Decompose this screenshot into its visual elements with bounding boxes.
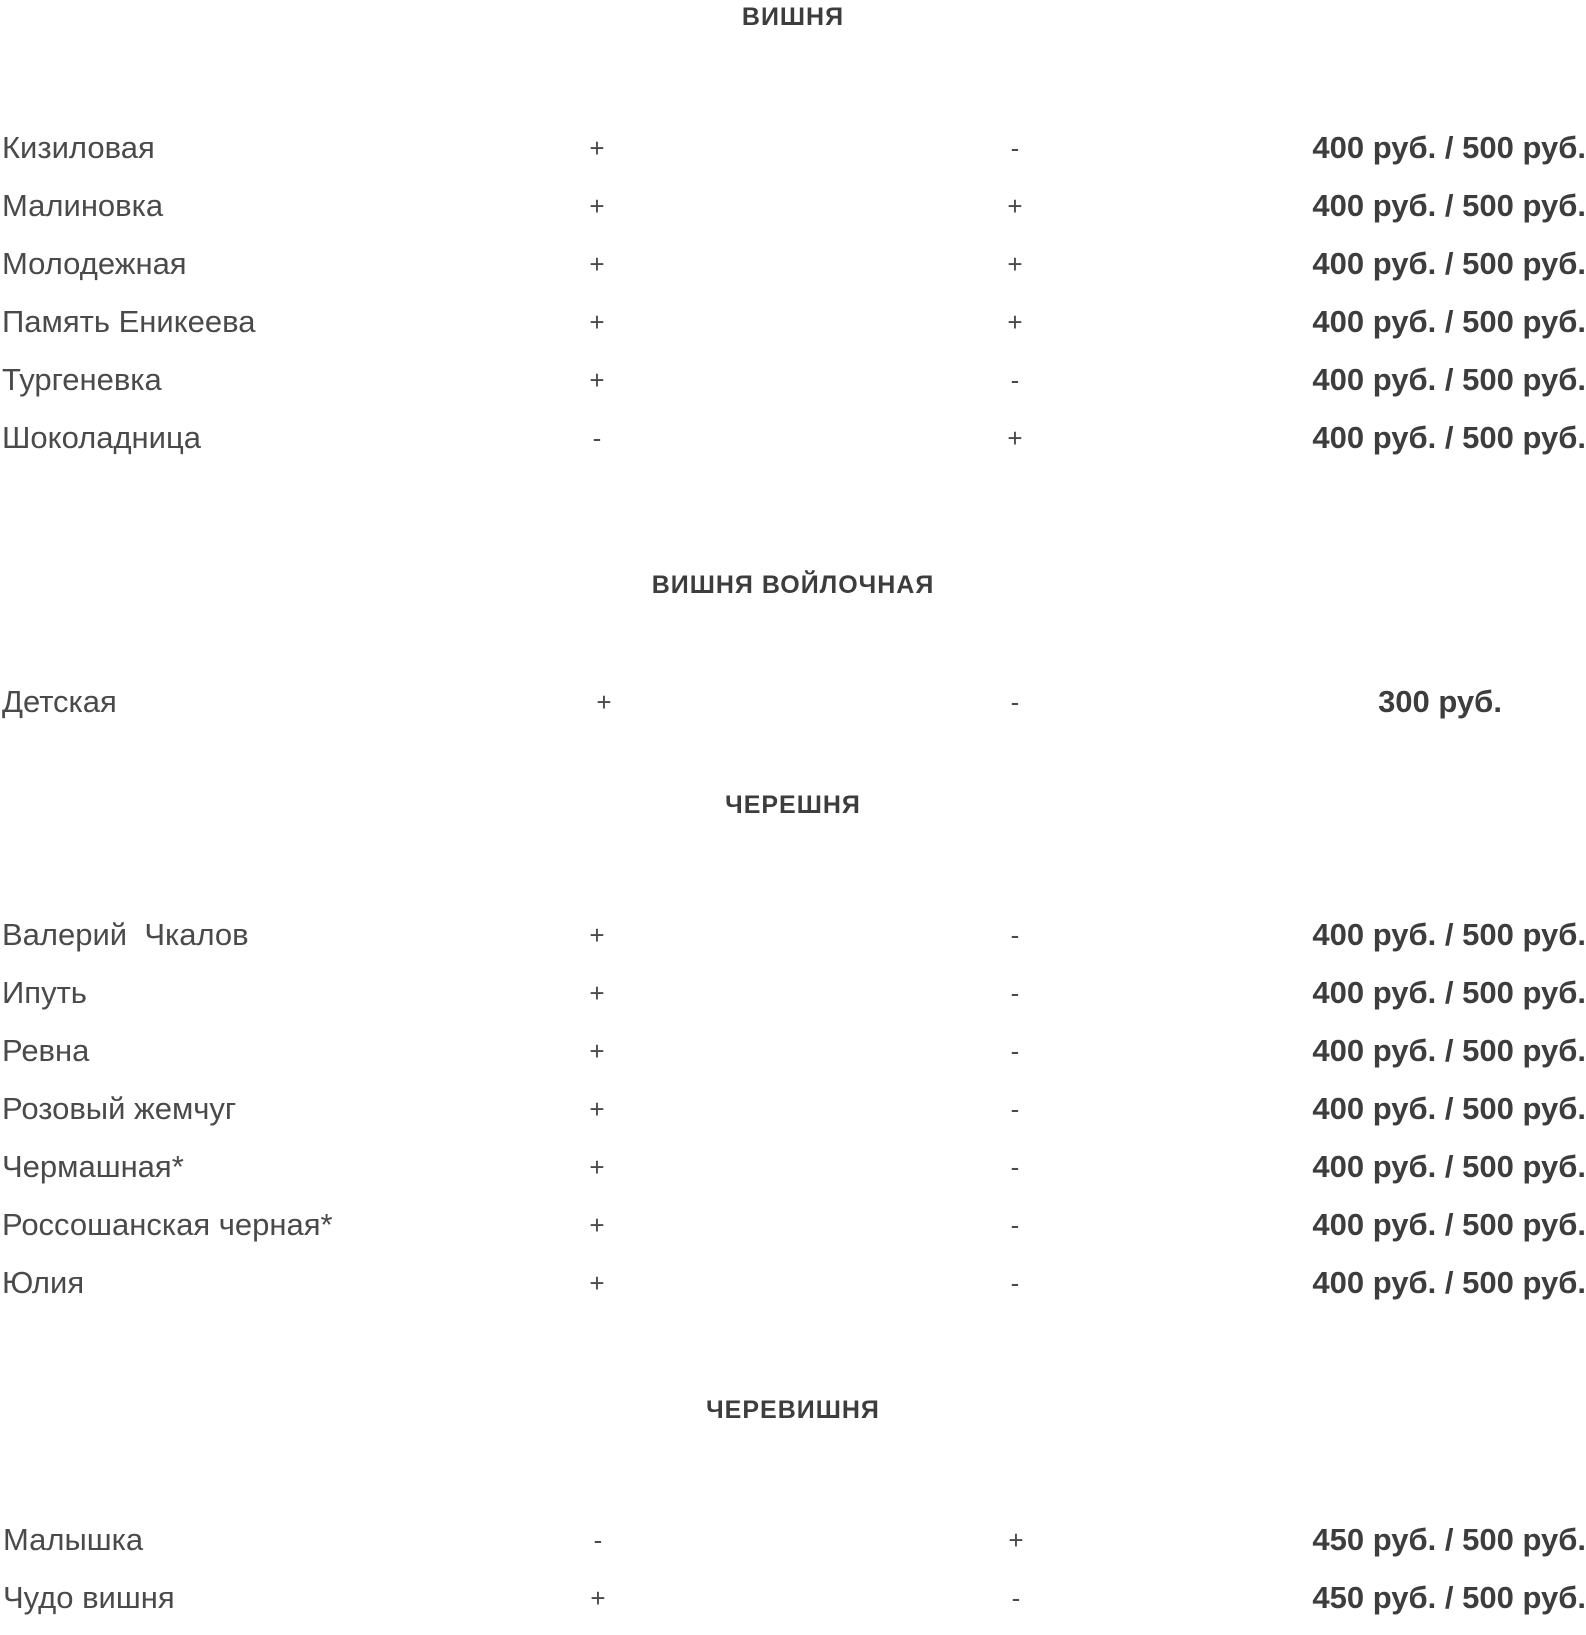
mark-col2: - <box>1011 1583 1021 1613</box>
mark-col1: + <box>589 920 605 950</box>
variety-name: Тургеневка <box>2 362 162 397</box>
mark-col2: + <box>1008 1525 1024 1555</box>
price: 400 руб. / 500 руб. <box>1312 1149 1586 1184</box>
price: 400 руб. / 500 руб. <box>1312 188 1586 223</box>
price: 450 руб. / 500 руб. <box>1312 1580 1586 1615</box>
variety-name: Розовый жемчуг <box>2 1091 237 1126</box>
price: 400 руб. / 500 руб. <box>1312 917 1586 952</box>
mark-col1: + <box>589 1152 605 1182</box>
mark-col1: + <box>589 365 605 395</box>
mark-col2: - <box>1010 133 1020 163</box>
price: 400 руб. / 500 руб. <box>1312 420 1586 455</box>
mark-col2: - <box>1010 1268 1020 1298</box>
table-row <box>0 1089 1586 1129</box>
mark-col2: - <box>1010 365 1020 395</box>
variety-name: Ипуть <box>2 975 87 1010</box>
mark-col1: + <box>589 978 605 1008</box>
mark-col1: + <box>589 133 605 163</box>
table-row <box>0 1205 1586 1245</box>
mark-col1: + <box>589 1036 605 1066</box>
mark-col1: - <box>593 1525 603 1555</box>
variety-name: Чудо вишня <box>3 1580 175 1615</box>
mark-col1: + <box>589 307 605 337</box>
table-row <box>0 418 1586 458</box>
price: 400 руб. / 500 руб. <box>1312 246 1586 281</box>
table-row <box>0 128 1586 168</box>
section-title-chereshnya: ЧЕРЕШНЯ <box>725 791 861 819</box>
table-row <box>0 360 1586 400</box>
mark-col1: + <box>589 1268 605 1298</box>
table-row <box>0 973 1586 1013</box>
mark-col2: - <box>1010 1152 1020 1182</box>
price: 400 руб. / 500 руб. <box>1312 1265 1586 1300</box>
variety-name: Память Еникеева <box>2 304 256 339</box>
variety-name: Молодежная <box>2 246 187 281</box>
mark-col1: - <box>592 423 602 453</box>
price: 400 руб. / 500 руб. <box>1312 304 1586 339</box>
table-row <box>0 682 1586 722</box>
variety-name: Малиновка <box>2 188 164 223</box>
table-row <box>0 1263 1586 1303</box>
price: 400 руб. / 500 руб. <box>1312 362 1586 397</box>
variety-name: Юлия <box>2 1265 85 1300</box>
mark-col1: + <box>589 1094 605 1124</box>
variety-name: Малышка <box>3 1522 144 1557</box>
mark-col2: - <box>1010 978 1020 1008</box>
variety-name: Шоколадница <box>2 420 201 455</box>
price: 400 руб. / 500 руб. <box>1312 975 1586 1010</box>
mark-col2: + <box>1007 423 1023 453</box>
mark-col2: - <box>1010 1036 1020 1066</box>
table-row <box>0 186 1586 226</box>
mark-col2: + <box>1007 191 1023 221</box>
price: 450 руб. / 500 руб. <box>1312 1522 1586 1557</box>
mark-col1: + <box>590 1583 606 1613</box>
section-title-cherevishnya: ЧЕРЕВИШНЯ <box>706 1396 880 1424</box>
variety-name: Чермашная* <box>2 1149 184 1184</box>
mark-col2: - <box>1010 920 1020 950</box>
mark-col1: + <box>596 687 612 717</box>
mark-col1: + <box>589 191 605 221</box>
variety-name: Валерий Чкалов <box>2 917 249 952</box>
variety-name: Ревна <box>2 1033 90 1068</box>
price: 300 руб. <box>1378 684 1502 719</box>
variety-name: Кизиловая <box>2 130 155 165</box>
mark-col2: - <box>1010 687 1020 717</box>
mark-col2: - <box>1010 1094 1020 1124</box>
table-row <box>0 1147 1586 1187</box>
table-row <box>0 915 1586 955</box>
table-row <box>0 1578 1586 1618</box>
mark-col1: + <box>589 1210 605 1240</box>
mark-col2: + <box>1007 249 1023 279</box>
section-title-vishnya-voilochnaya: ВИШНЯ ВОЙЛОЧНАЯ <box>651 571 935 599</box>
variety-name: Детская <box>2 684 117 719</box>
table-row <box>0 1031 1586 1071</box>
price: 400 руб. / 500 руб. <box>1312 130 1586 165</box>
table-row <box>0 302 1586 342</box>
price: 400 руб. / 500 руб. <box>1312 1091 1586 1126</box>
mark-col2: + <box>1007 307 1023 337</box>
table-row <box>0 244 1586 284</box>
variety-name: Россошанская черная* <box>2 1207 333 1242</box>
mark-col2: - <box>1010 1210 1020 1240</box>
section-title-vishnya: ВИШНЯ <box>741 3 845 31</box>
mark-col1: + <box>589 249 605 279</box>
price: 400 руб. / 500 руб. <box>1312 1033 1586 1068</box>
price: 400 руб. / 500 руб. <box>1312 1207 1586 1242</box>
table-row <box>0 1520 1586 1560</box>
